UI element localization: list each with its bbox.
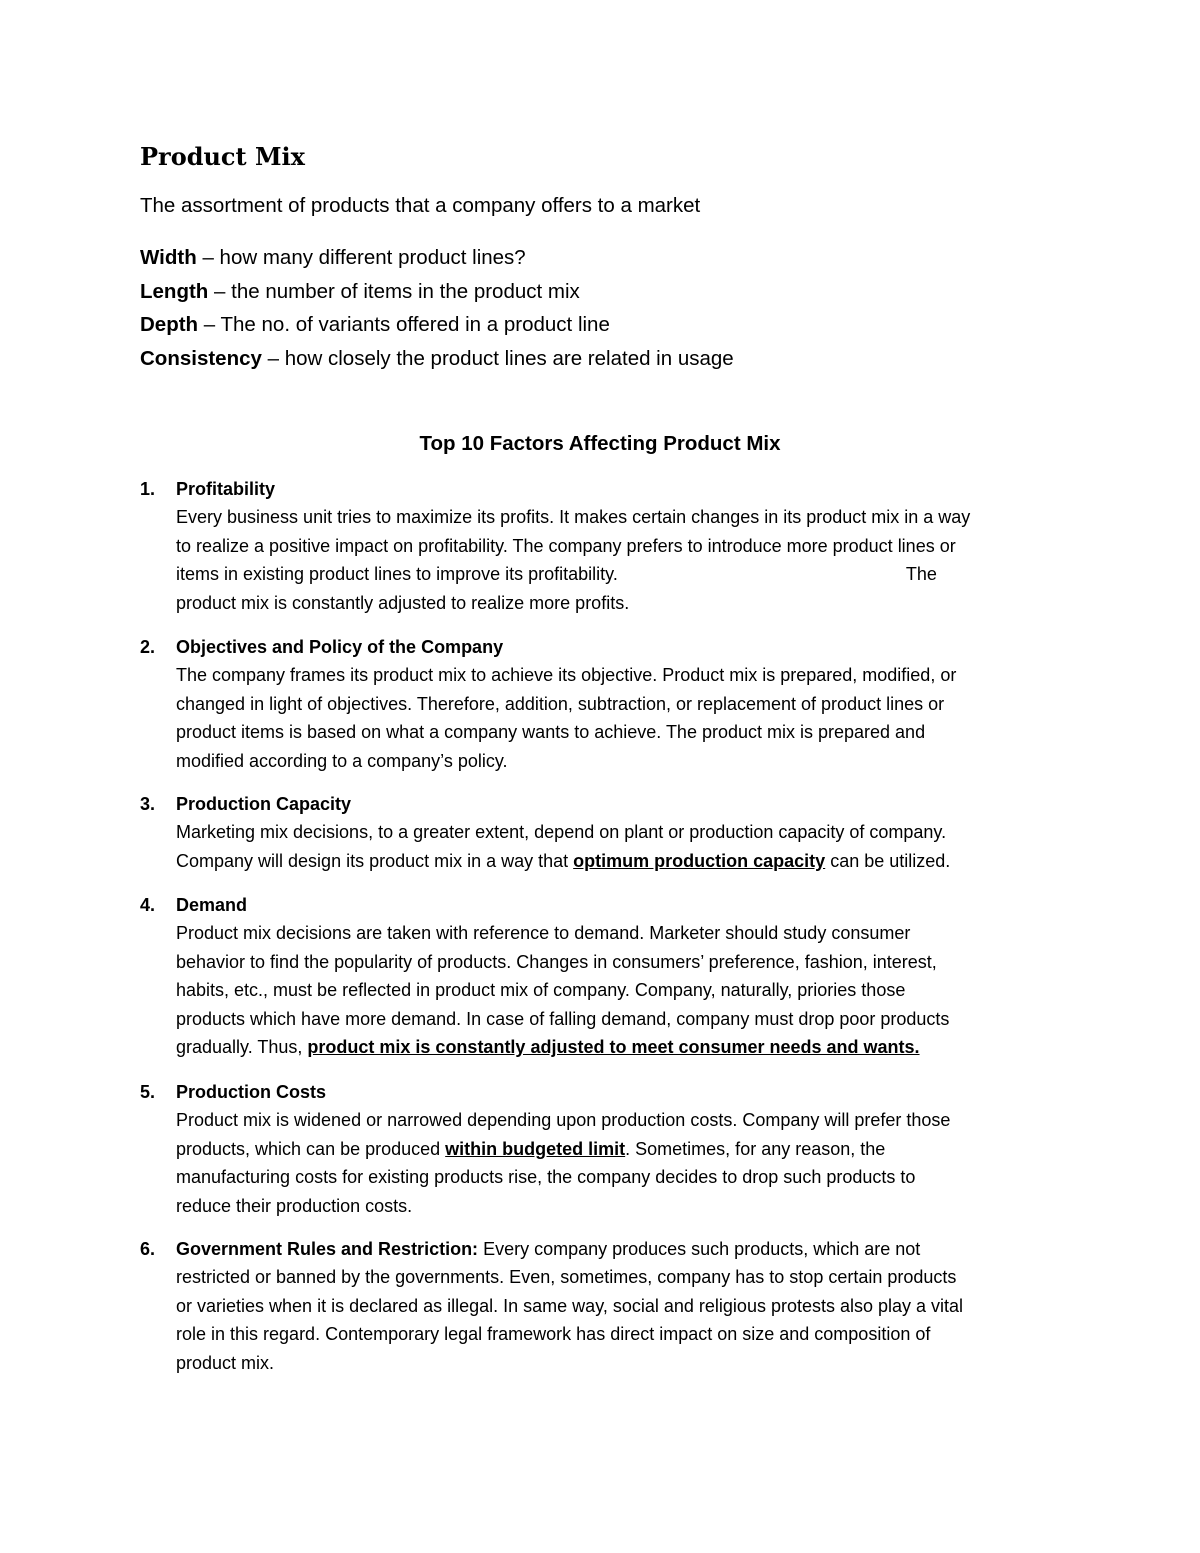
factor-text-line — [176, 1235, 1080, 1263]
factor-text-line — [176, 1135, 1080, 1163]
dimension-separator: – — [208, 279, 232, 303]
underlined-emphasis: product mix is constantly adjusted to meet consumer needs and wants. — [307, 1037, 920, 1058]
factor-text-line — [176, 1033, 1080, 1061]
factor-text-line: reduce their production costs. — [176, 1195, 413, 1216]
factor-text-line: or varieties when it is declared as illegal. In same way, social and religious protests also play a vital — [176, 1295, 964, 1316]
dimension-term: Consistency — [140, 346, 262, 370]
factor-heading: Demand — [176, 895, 248, 915]
dimension-description: how closely the product lines are related in usage — [284, 346, 734, 370]
factor-text-line: to realize a positive impact on profitability. The company prefers to introduce more product lines or — [176, 535, 956, 556]
factor-text-line: products which have more demand. In case of falling demand, company must drop poor products — [176, 1008, 950, 1029]
factor-text-segment: can be utilized. — [825, 850, 951, 871]
factor-text-line — [176, 847, 1080, 875]
factor-number: 2. — [140, 637, 156, 657]
factor-text-segment: items in existing product lines to improve its profitability. — [176, 564, 618, 585]
dimension-item — [140, 275, 734, 309]
factor-text-line: Marketing mix decisions, to a greater extent, depend on plant or production capacity of company. — [176, 822, 947, 843]
factor-text-line: product items is based on what a company wants to achieve. The product mix is prepared and — [176, 722, 926, 743]
underlined-emphasis: optimum production capacity — [573, 850, 826, 871]
factor-text-line: modified according to a company’s policy. — [176, 750, 508, 771]
factor-text-segment: Every company produces such products, which are not — [478, 1239, 921, 1259]
factor-text-line: Product mix decisions are taken with reference to demand. Marketer should study consumer — [176, 923, 911, 944]
factor-text-line: Product mix is widened or narrowed depending upon production costs. Company will prefer those — [176, 1110, 951, 1131]
dimension-term: Width — [140, 246, 197, 269]
factors-heading: Top 10 Factors Affecting Product Mix — [419, 432, 781, 455]
factor-item-objectives — [140, 633, 1080, 775]
factor-item-production-capacity — [140, 790, 1080, 875]
factor-number: 6. — [140, 1239, 156, 1259]
factor-text-line: habits, etc., must be reflected in product mix of company. Company, naturally, priories those — [176, 980, 906, 1001]
factor-item-government-rules — [140, 1235, 1080, 1377]
factor-text-line: changed in light of objectives. Therefore, addition, subtraction, or replacement of product lines or — [176, 693, 945, 714]
factor-text-segment: . Sometimes, for any reason, the — [625, 1138, 886, 1159]
factor-text-segment: Company will design its product mix in a way that — [176, 850, 574, 871]
factor-heading: Production Costs — [176, 1082, 327, 1102]
factor-heading: Profitability — [176, 479, 276, 499]
dimension-separator: – — [198, 313, 221, 336]
underlined-emphasis: within budgeted limit — [445, 1138, 626, 1159]
dimension-item — [140, 342, 734, 376]
dimensions-list — [140, 241, 734, 375]
factor-text-line: manufacturing costs for existing products rise, the company decides to drop such products to — [176, 1167, 916, 1188]
factor-text-segment: The — [905, 564, 937, 585]
factor-text-line: behavior to find the popularity of products. Changes in consumers’ preference, fashion, interest, — [176, 951, 937, 972]
factor-number: 3. — [140, 794, 156, 814]
factor-text-line: product mix. — [176, 1352, 275, 1373]
dimension-description: the number of items in the product mix — [231, 279, 580, 303]
factor-heading: Objectives and Policy of the Company — [176, 637, 504, 657]
factor-text-line: Every business unit tries to maximize its profits. It makes certain changes in its product mix in a way — [176, 507, 971, 528]
dimension-description: The no. of variants offered in a product line — [220, 313, 610, 336]
dimension-separator: – — [196, 246, 220, 269]
factor-text-line: role in this regard. Contemporary legal framework has direct impact on size and composition of — [176, 1324, 931, 1345]
factor-item-production-costs — [140, 1078, 1080, 1220]
factor-number: 5. — [140, 1082, 156, 1102]
factor-heading: Production Capacity — [176, 794, 352, 814]
factor-text-line: restricted or banned by the governments. Even, sometimes, company has to stop certain products — [176, 1267, 957, 1288]
dimension-description: how many different product lines? — [219, 246, 526, 269]
factor-number: 4. — [140, 895, 156, 915]
factor-text-segment: gradually. Thus, — [176, 1037, 308, 1058]
dimension-separator: – — [261, 346, 285, 370]
dimension-term: Depth — [140, 313, 199, 336]
factor-heading: Government Rules and Restriction: — [176, 1239, 479, 1259]
factor-number: 1. — [140, 479, 156, 499]
factor-text-line-gap — [176, 560, 1080, 588]
page-title: Product Mix — [140, 142, 305, 171]
dimension-item — [140, 308, 734, 342]
dimension-term: Length — [140, 279, 209, 303]
factor-item-demand — [140, 891, 1080, 1061]
dimension-item — [140, 241, 734, 275]
factor-text-segment: products, which can be produced — [176, 1138, 446, 1159]
definition-text: The assortment of products that a company offers to a market — [140, 194, 701, 217]
factor-item-profitability — [140, 475, 1080, 617]
factor-text-line: product mix is constantly adjusted to realize more profits. — [176, 592, 630, 613]
factor-text-line: The company frames its product mix to achieve its objective. Product mix is prepared, modified, or — [176, 665, 957, 686]
